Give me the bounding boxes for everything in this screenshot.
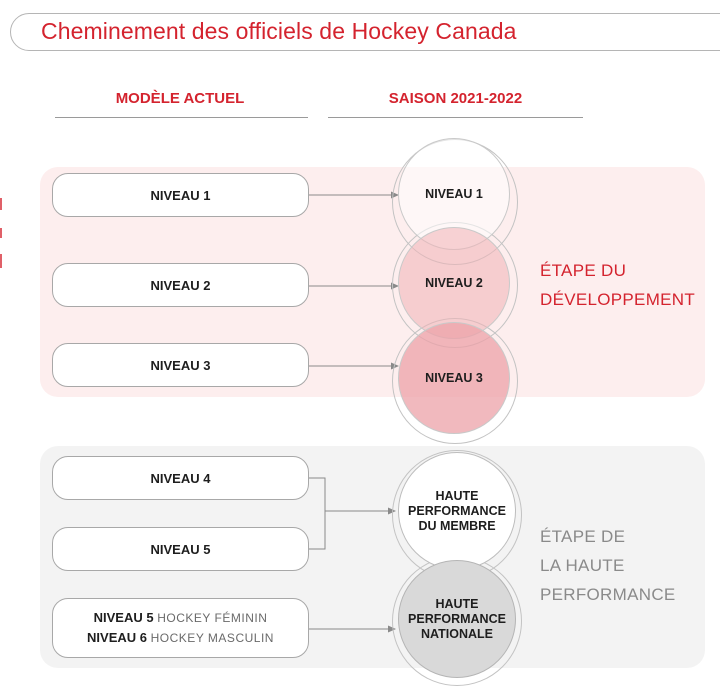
current-level-5-label: NIVEAU 5 <box>150 541 211 557</box>
season-circle-haute-performance-nationale <box>398 560 516 678</box>
development-stage-label <box>540 256 695 314</box>
current-level-1-label: NIVEAU 1 <box>150 187 211 203</box>
season-circle-niveau-3 <box>398 322 510 434</box>
high-performance-stage-line-2: LA HAUTE <box>540 556 625 575</box>
high-performance-stage-line-1: ÉTAPE DE <box>540 527 626 546</box>
combined-line-2-sub: HOCKEY MASCULIN <box>150 631 274 645</box>
current-level-3-box <box>52 343 309 387</box>
season-circle-5-line-2: PERFORMANCE <box>408 611 506 626</box>
season-circle-1-label: NIVEAU 1 <box>425 186 483 201</box>
current-level-4-box <box>52 456 309 500</box>
season-circle-4-line-3: DU MEMBRE <box>418 518 496 533</box>
current-level-5-box <box>52 527 309 571</box>
combined-line-2-level: NIVEAU 6 <box>87 630 148 645</box>
season-circle-4-line-2: PERFORMANCE <box>408 503 506 518</box>
development-stage-line-1: ÉTAPE DU <box>540 261 627 280</box>
high-performance-stage-line-3: PERFORMANCE <box>540 585 676 604</box>
current-level-2-label: NIVEAU 2 <box>150 277 211 293</box>
combined-line-1-sub: HOCKEY FÉMININ <box>157 611 268 625</box>
high-performance-stage-label <box>540 522 676 609</box>
season-circle-3-label: NIVEAU 3 <box>425 370 483 385</box>
combined-line-1-level: NIVEAU 5 <box>93 610 154 625</box>
current-level-5-6-box <box>52 598 309 658</box>
current-level-2-box <box>52 263 309 307</box>
season-circle-5-line-1: HAUTE <box>435 596 479 611</box>
current-level-4-label: NIVEAU 4 <box>150 470 211 486</box>
season-circle-haute-performance-membre <box>398 452 516 570</box>
column-header-current-model: MODÈLE ACTUEL <box>115 90 245 107</box>
bracket-niveau-4-5 <box>309 478 325 549</box>
combined-line-2 <box>87 628 274 648</box>
column-header-season: SAISON 2021-2022 <box>388 90 523 107</box>
season-circle-5-line-3: NATIONALE <box>421 626 493 641</box>
season-circle-4-line-1: HAUTE <box>435 488 479 503</box>
current-level-3-label: NIVEAU 3 <box>150 357 211 373</box>
combined-line-1 <box>94 608 268 628</box>
development-stage-line-2: DÉVELOPPEMENT <box>540 290 696 309</box>
page-title: Cheminement des officiels de Hockey Canada <box>41 18 517 44</box>
season-circle-2-label: NIVEAU 2 <box>425 275 483 290</box>
current-level-1-box <box>52 173 309 217</box>
